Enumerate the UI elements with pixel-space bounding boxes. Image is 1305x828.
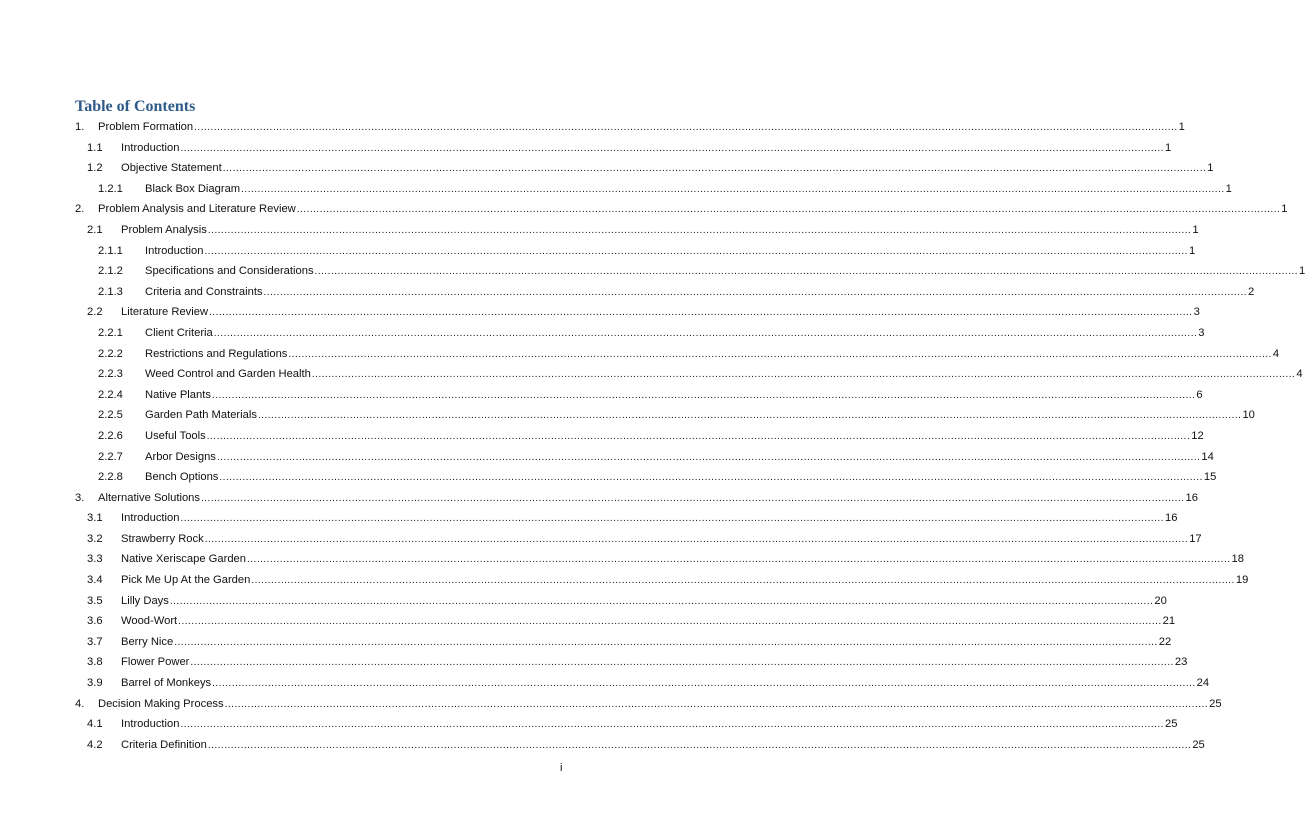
toc-entry[interactable] [0,611,1176,632]
toc-entry[interactable] [0,241,1196,262]
toc-entry-number: 2.2 [87,306,103,319]
toc-entry-number: 2.2.1 [98,326,123,339]
toc-entry-page: 25 [1192,738,1205,751]
toc-dot-leader: ............................................................................................................................................................................................................................................................................................................ [288,348,1272,360]
toc-entry-title: Arbor Designs [145,450,216,463]
toc-entry-page: 10 [1242,409,1255,422]
toc-entry-number: 3. [75,491,85,504]
toc-dot-leader: ............................................................................................................................................................................................................................................................................................................ [201,492,1185,504]
toc-dot-leader: ............................................................................................................................................................................................................................................................................................................ [180,142,1164,154]
toc-dot-leader: ............................................................................................................................................................................................................................................................................................................ [174,636,1158,648]
toc-entry-page: 25 [1209,697,1222,710]
toc-entry[interactable] [0,220,1199,241]
toc-entry-line [121,570,1249,592]
toc-entry-page: 4 [1296,368,1303,381]
page-number: i [560,762,563,774]
toc-entry-number: 2.2.4 [98,388,123,401]
toc-entry-page: 1 [1225,182,1232,195]
toc-entry-page: 3 [1193,306,1200,319]
toc-entry-line [121,591,1167,613]
toc-entry[interactable] [0,158,1214,179]
toc-entry-number: 3.1 [87,512,103,525]
toc-dot-leader: ............................................................................................................................................................................................................................................................................................................ [257,410,1242,422]
toc-dot-leader: ............................................................................................................................................................................................................................................................................................................ [263,286,1248,298]
toc-entry-number: 2. [75,203,85,216]
toc-entry-number: 3.3 [87,553,103,566]
toc-entry[interactable] [0,261,1305,282]
toc-entry-line [145,241,1196,263]
toc-entry-line [145,447,1214,469]
toc-entry-page: 6 [1196,388,1203,401]
toc-entry-line [98,117,1185,139]
toc-entry[interactable] [0,199,1288,220]
toc-entry-page: 1 [1188,244,1196,257]
toc-entry-line [145,179,1232,201]
toc-dot-leader: ............................................................................................................................................................................................................................................................................................................ [204,245,1188,257]
toc-dot-leader: ............................................................................................................................................................................................................................................................................................................ [204,533,1189,545]
toc-entry-title: Native Plants [145,388,211,401]
toc-entry[interactable] [0,447,1214,468]
toc-entry-line [145,405,1255,427]
toc-entry-title: Restrictions and Regulations [145,347,288,360]
toc-dot-leader: ............................................................................................................................................................................................................................................................................................................ [178,616,1162,628]
toc-entry-number: 3.5 [87,594,103,607]
toc-entry-number: 2.2.8 [98,471,123,484]
toc-entry-title: Weed Control and Garden Health [145,368,311,381]
toc-dot-leader: ............................................................................................................................................................................................................................................................................................................ [180,513,1164,525]
toc-entry-line [145,323,1205,345]
toc-entry-number: 3.6 [87,615,103,628]
toc-entry-title: Criteria and Constraints [145,285,263,298]
toc-entry[interactable] [0,591,1167,612]
toc-dot-leader: ............................................................................................................................................................................................................................................................................................................ [209,307,1193,319]
toc-title: Table of Contents [75,98,196,115]
toc-entry-line [121,549,1244,571]
toc-entry-page: 3 [1198,326,1205,339]
toc-entry[interactable] [0,735,1205,756]
toc-dot-leader: ............................................................................................................................................................................................................................................................................................................ [247,554,1231,566]
toc-entry-title: Alternative Solutions [98,491,200,504]
toc-entry-title: Introduction [121,141,180,154]
toc-entry-number: 3.9 [87,677,103,690]
toc-dot-leader: ............................................................................................................................................................................................................................................................................................................ [194,122,1178,133]
toc-dot-leader: ............................................................................................................................................................................................................................................................................................................ [213,327,1198,339]
toc-entry-page: 20 [1154,594,1167,607]
toc-entry-title: Problem Formation [98,121,194,133]
toc-entry-number: 3.8 [87,656,103,669]
toc-entry-title: Introduction [121,512,180,525]
toc-entry[interactable] [0,405,1255,426]
toc-entry-page: 14 [1201,450,1214,463]
toc-entry[interactable] [0,508,1178,529]
toc-entry-title: Barrel of Monkeys [121,677,212,690]
toc-entry-line [145,364,1303,386]
toc-entry-line [121,158,1214,180]
toc-entry-title: Specifications and Considerations [145,265,314,278]
toc-entry-line [121,652,1188,674]
toc-entry[interactable] [0,488,1198,509]
toc-entry-number: 1.1 [87,141,103,154]
toc-dot-leader: ............................................................................................................................................................................................................................................................................................................ [190,657,1174,669]
toc-entry-number: 1.2.1 [98,182,123,195]
toc-entry-title: Literature Review [121,306,209,319]
toc-entry-line [98,199,1288,221]
toc-entry-page: 4 [1272,347,1280,360]
toc-entry-number: 2.2.3 [98,368,123,381]
toc-entry-title: Introduction [121,718,180,731]
toc-entry-page: 17 [1189,532,1202,545]
toc-entry-number: 4.2 [87,738,103,751]
toc-entry-page: 1 [1299,265,1305,278]
toc-entry-line [145,261,1305,283]
toc-entry-title: Criteria Definition [121,738,207,751]
toc-entry-page: 1 [1164,141,1172,154]
toc-entry-number: 2.1.2 [98,265,123,278]
toc-entry-title: Bench Options [145,471,219,484]
toc-entry-number: 2.1 [87,223,103,236]
toc-entry-number: 2.1.1 [98,244,123,257]
toc-entry-page: 23 [1174,656,1188,669]
toc-entry-line [145,385,1203,407]
toc-entry[interactable] [0,302,1200,323]
toc-entry-line [145,467,1217,489]
toc-entry-title: Native Xeriscape Garden [121,553,246,566]
toc-entry-number: 2.2.2 [98,347,123,360]
toc-entry-number: 2.2.7 [98,450,123,463]
toc-entry[interactable] [0,714,1178,735]
toc-entry-title: Berry Nice [121,635,174,648]
toc-entry-title: Decision Making Process [98,697,224,710]
toc-entry-page: 16 [1185,491,1198,504]
toc-entry-line [121,138,1172,160]
toc-dot-leader: ............................................................................................................................................................................................................................................................................................................ [207,224,1192,236]
toc-entry-title: Black Box Diagram [145,182,241,195]
toc-entry-line [145,426,1204,448]
toc-entry-number: 3.2 [87,532,103,545]
toc-entry-line [121,508,1178,530]
toc-entry-title: Strawberry Rock [121,532,204,545]
toc-dot-leader: ............................................................................................................................................................................................................................................................................................................ [169,595,1154,607]
toc-entry-title: Problem Analysis [121,223,207,236]
toc-entry-page: 1 [1281,203,1288,216]
toc-entry-title: Lilly Days [121,594,169,607]
toc-entry-title: Client Criteria [145,326,213,339]
toc-entry-title: Problem Analysis and Literature Review [98,203,296,216]
toc-entry-number: 1.2 [87,162,103,175]
toc-entry-line [121,632,1172,654]
toc-entry-line [121,302,1200,324]
toc-dot-leader: ............................................................................................................................................................................................................................................................................................................ [212,678,1196,690]
toc-entry-title: Pick Me Up At the Garden [121,574,251,587]
toc-entry-line [145,344,1280,366]
toc-entry-line [121,529,1202,551]
toc-entry-line [121,714,1178,736]
toc-entry-number: 2.2.5 [98,409,123,422]
toc-entry[interactable] [0,282,1255,303]
toc-entry-page: 12 [1191,429,1204,442]
toc-entry-title: Useful Tools [145,429,206,442]
toc-entry-page: 24 [1196,677,1210,690]
toc-entry-page: 15 [1203,471,1217,484]
toc-dot-leader: ............................................................................................................................................................................................................................................................................................................ [219,472,1203,484]
toc-entry[interactable] [0,179,1232,200]
toc-entry-page: 21 [1162,615,1176,628]
toc-dot-leader: ............................................................................................................................................................................................................................................................................................................ [211,389,1196,401]
toc-dot-leader: ............................................................................................................................................................................................................................................................................................................ [180,719,1164,731]
toc-dot-leader: ............................................................................................................................................................................................................................................................................................................ [206,430,1191,442]
toc-dot-leader: ............................................................................................................................................................................................................................................................................................................ [311,369,1296,381]
toc-entry-page: 18 [1231,553,1244,566]
toc-entry-title: Objective Statement [121,162,222,175]
toc-entry[interactable] [0,570,1249,591]
toc-entry-page: 2 [1248,285,1255,298]
toc-entry-title: Flower Power [121,656,190,669]
toc-entry-title: Wood-Wort [121,615,178,628]
toc-entry[interactable] [0,344,1280,365]
toc-entry[interactable] [0,467,1217,488]
toc-entry-line [98,488,1198,510]
toc-entry-line [98,694,1222,716]
toc-entry-page: 1 [1207,162,1214,175]
toc-entry[interactable] [0,652,1188,673]
toc-entry-page: 19 [1235,574,1249,587]
toc-dot-leader: ............................................................................................................................................................................................................................................................................................................ [296,204,1281,216]
toc-entry-number: 3.4 [87,574,103,587]
toc-entry[interactable] [0,549,1244,570]
toc-entry-page: 22 [1158,635,1172,648]
toc-entry-page: 16 [1164,512,1178,525]
toc-list [0,117,1305,755]
toc-entry-title: Introduction [145,244,204,257]
toc-entry[interactable] [0,138,1172,159]
toc-entry[interactable] [0,632,1172,653]
toc-entry[interactable] [0,323,1205,344]
toc-entry-line [121,673,1210,695]
toc-entry[interactable] [0,673,1210,694]
toc-entry-number: 4. [75,697,85,710]
toc-entry[interactable] [0,385,1203,406]
toc-dot-leader: ............................................................................................................................................................................................................................................................................................................ [241,183,1225,195]
toc-entry[interactable] [0,364,1303,385]
toc-entry[interactable] [0,694,1222,715]
toc-entry-number: 2.2.6 [98,429,123,442]
toc-entry-line [145,282,1255,304]
toc-entry-title: Garden Path Materials [145,409,257,422]
toc-entry-number: 3.7 [87,635,103,648]
toc-entry[interactable] [0,426,1204,447]
toc-dot-leader: ............................................................................................................................................................................................................................................................................................................ [207,739,1192,751]
toc-entry-page: 1 [1178,121,1185,133]
toc-entry-page: 1 [1192,223,1199,236]
toc-dot-leader: ............................................................................................................................................................................................................................................................................................................ [222,163,1207,175]
toc-entry-number: 4.1 [87,718,103,731]
toc-entry-number: 1. [75,121,85,133]
toc-entry-line [121,735,1205,757]
toc-dot-leader: ............................................................................................................................................................................................................................................................................................................ [224,698,1209,710]
toc-entry-page: 25 [1164,718,1178,731]
toc-entry[interactable] [0,117,1185,138]
toc-entry-line [121,220,1199,242]
toc-entry-number: 2.1.3 [98,285,123,298]
toc-entry-line [121,611,1176,633]
toc-dot-leader: ............................................................................................................................................................................................................................................................................................................ [251,575,1235,587]
toc-dot-leader: ............................................................................................................................................................................................................................................................................................................ [216,451,1201,463]
toc-entry[interactable] [0,529,1202,550]
toc-dot-leader: ............................................................................................................................................................................................................................................................................................................ [314,266,1299,278]
